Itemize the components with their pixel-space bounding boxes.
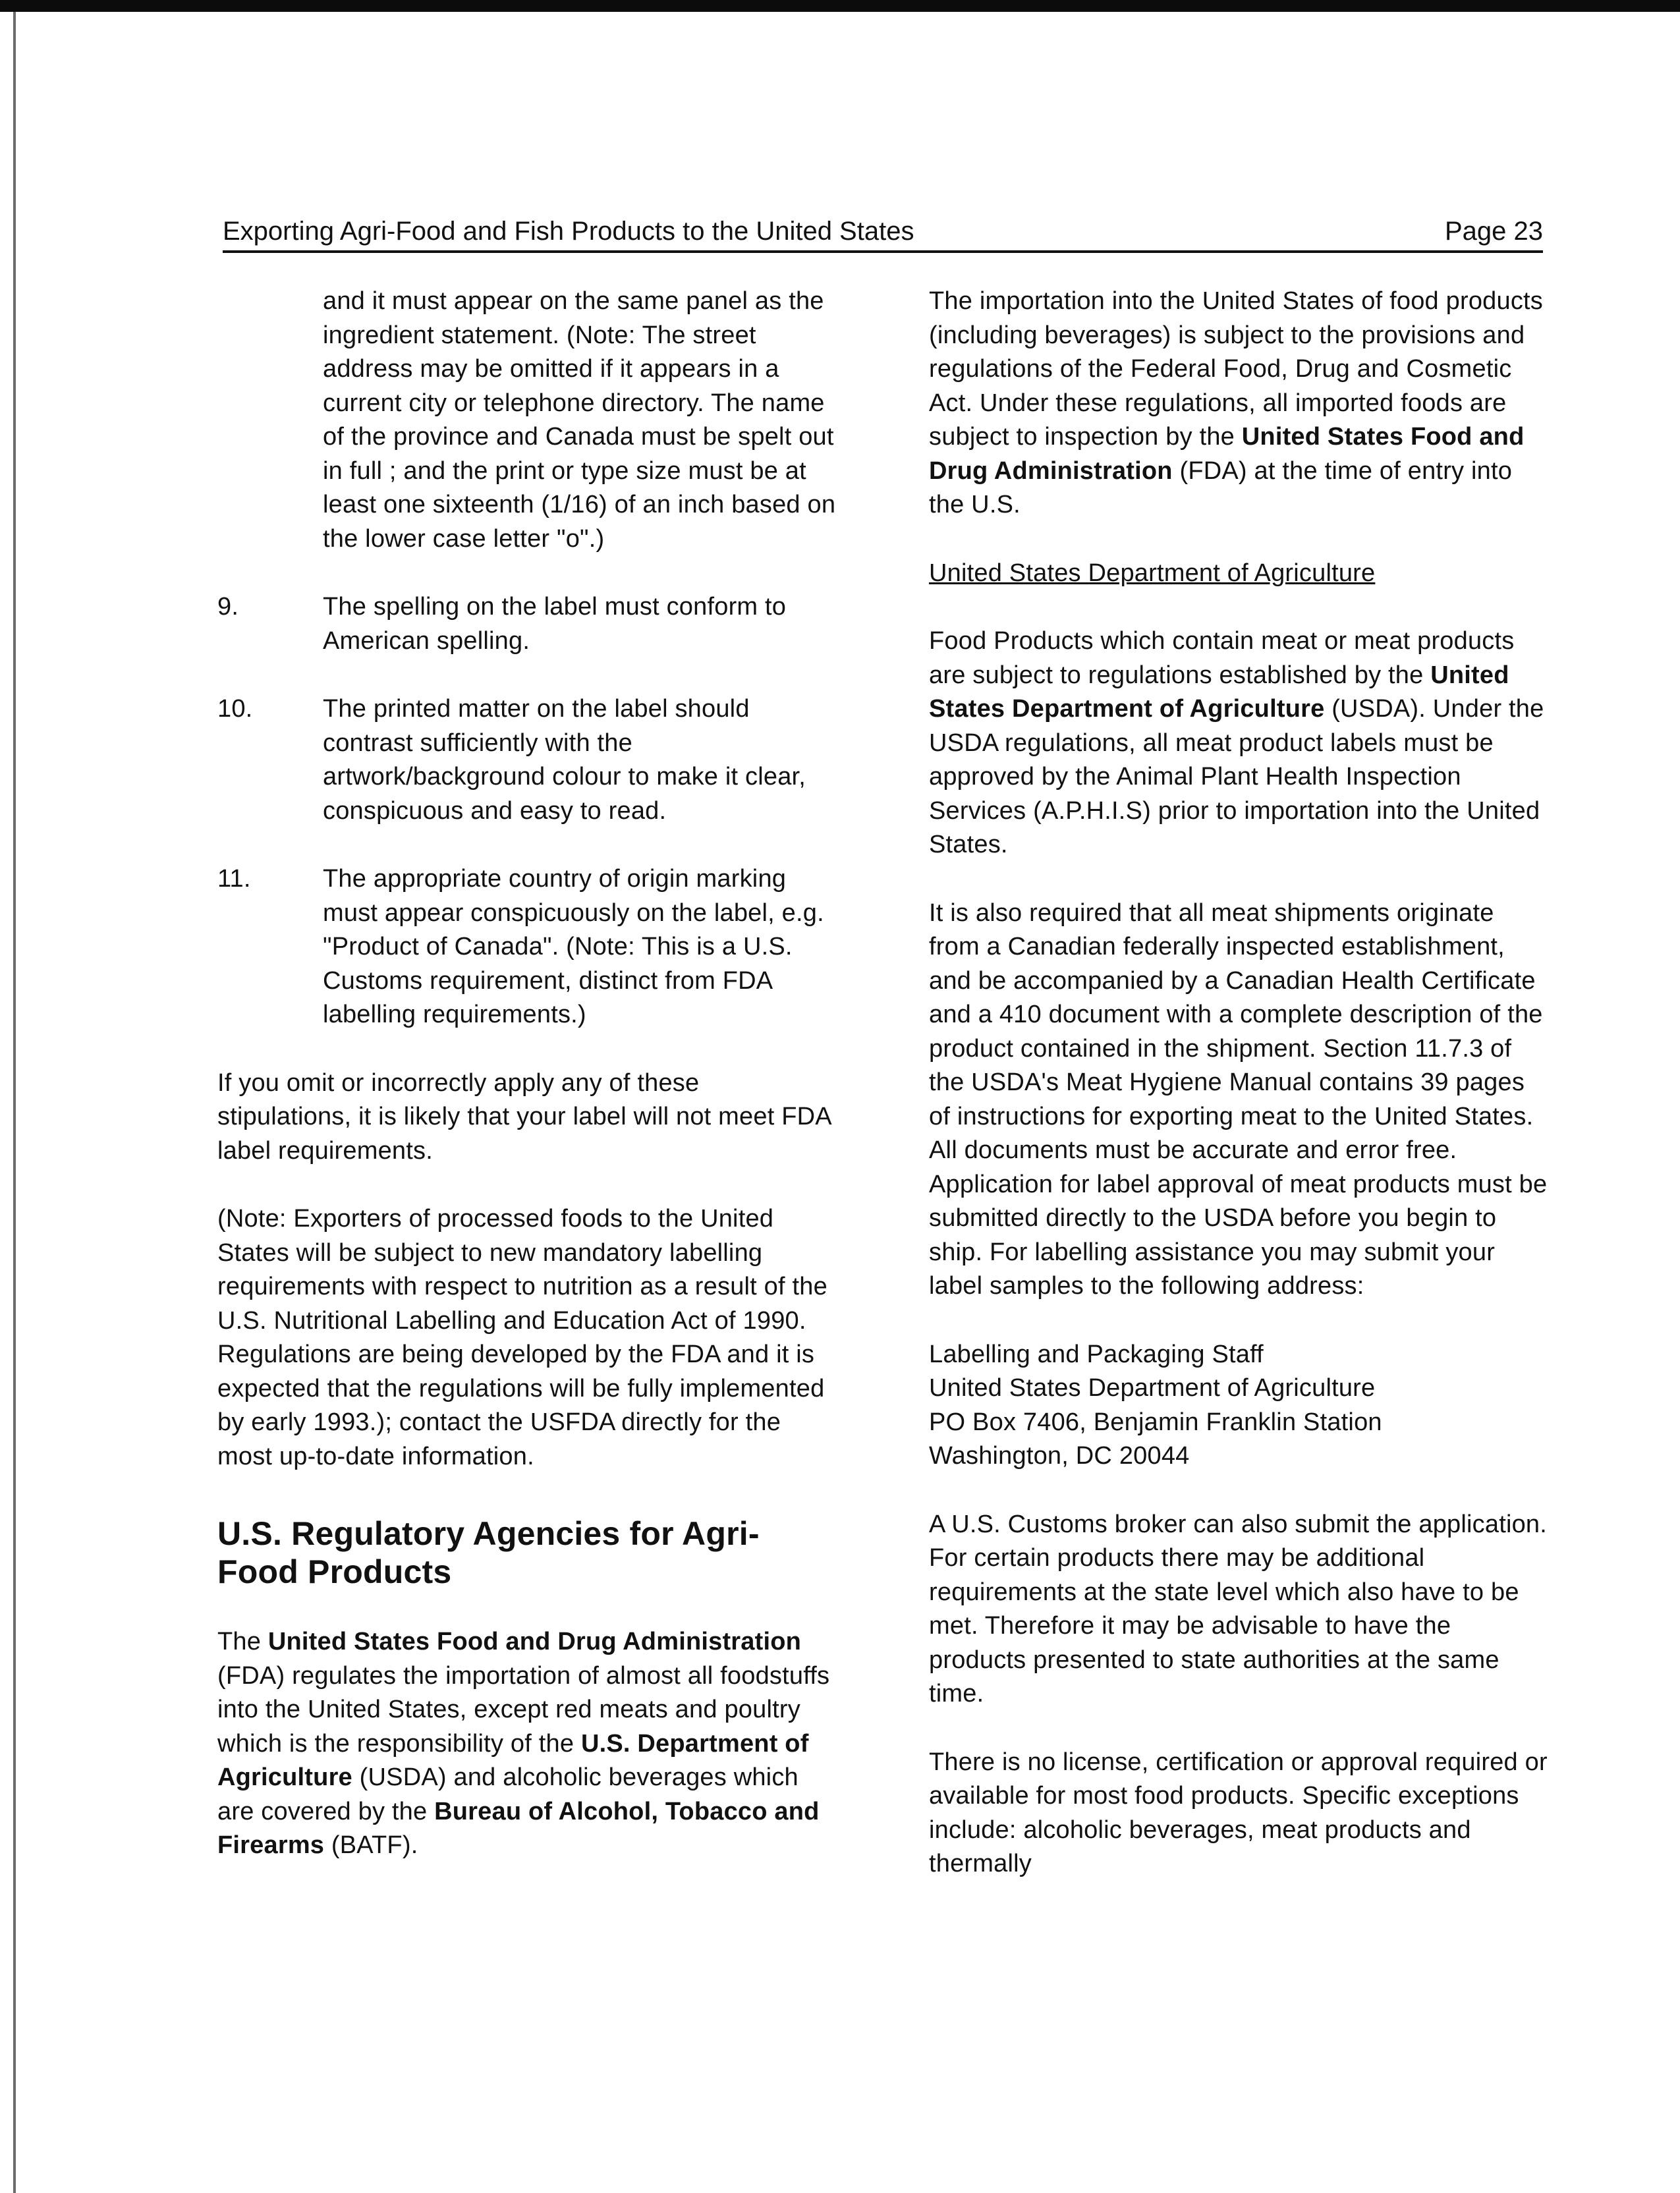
left-column (217, 285, 837, 1897)
agency-name-batf: Bureau of Alcohol, Tobacco and Firearms (217, 1797, 820, 1859)
text-run: (USDA) and alcoholic beverages which are covered by the (217, 1763, 798, 1825)
scan-border-left (13, 12, 16, 2193)
text-run: (FDA) regulates the importation of almost all foodstuffs into the United States, except red meats and poultry which is the responsibility of the (217, 1661, 830, 1758)
address-line: United States Department of Agriculture (929, 1374, 1376, 1402)
mailing-address (929, 1338, 1548, 1474)
meat-shipments-paragraph: It is also required that all meat shipments originate from a Canadian federally inspected establishment, and be accompanied by a Canadian Health Certificate and a 410 document with a complete description of the product contained in the shipment. Section 11.7.3 of the USDA's Meat Hygiene Manual contains 39 pages of instructions for exporting meat to the United States. All documents must be accurate and error free. Application for label approval of meat products must be submitted directly to the USDA before you begin to ship. For labelling assistance you may submit your label samples to the following address: (929, 899, 1548, 1300)
scan-border-top (0, 0, 1680, 12)
text-run: (FDA) at the time of entry into the U.S. (929, 457, 1513, 518)
list-item-number: 11. (217, 865, 251, 893)
list-item-number: 10. (217, 695, 253, 723)
running-header (223, 212, 1543, 253)
section-heading: U.S. Regulatory Agencies for Agri-Food Products (217, 1515, 760, 1590)
address-line: Washington, DC 20044 (929, 1442, 1190, 1470)
address-line: PO Box 7406, Benjamin Franklin Station (929, 1408, 1382, 1436)
list-item (217, 590, 837, 658)
text-run: The (217, 1628, 268, 1655)
agency-name-fda: United States Food and Drug Administration (929, 423, 1525, 485)
license-paragraph: There is no license, certification or approval required or available for most food products. Specific exceptions include: alcoholic beverages, meat products and thermally (929, 1748, 1548, 1877)
list-item-number: 9. (217, 593, 239, 621)
usda-paragraph (929, 625, 1548, 862)
agency-name-usda: United States Department of Agriculture (929, 661, 1509, 723)
address-line: Labelling and Packaging Staff (929, 1340, 1264, 1368)
nutrition-note-paragraph: (Note: Exporters of processed foods to the United States will be subject to new mandatory labelling requirements with respect to nutrition as a result of the U.S. Nutritional Labelling and Education Act of 1990. Regulations are being developed by the FDA and it is expected that the regulations will be fully implemented by early 1993.); contact the USFDA directly for the most up-to-date information. (217, 1205, 827, 1470)
list-item (217, 862, 837, 1032)
list-item-text: The printed matter on the label should contrast sufficiently with the artwork/background colour to make it clear, conspicuous and easy to read. (323, 695, 806, 825)
importation-paragraph (929, 285, 1548, 522)
agencies-paragraph (217, 1625, 837, 1863)
list-item (217, 692, 837, 828)
right-column (929, 285, 1548, 1916)
list-item-text: The spelling on the label must conform to American spelling. (323, 593, 787, 655)
text-run: (USDA). Under the USDA regulations, all meat product labels must be approved by the Animal Plant Health Inspection Services (A.P.H.I.S) prior to importation into the United States. (929, 695, 1544, 858)
continued-list-text: and it must appear on the same panel as the ingredient statement. (Note: The street address may be omitted if it appears in a current city or telephone directory. The name of the province and Canada must be spelt out in full ; and the print or type size must be at least one sixteenth (1/16) of an inch based on the lower case letter "o".) (323, 287, 836, 553)
page-number: Page 23 (1444, 217, 1543, 246)
text-run: The importation into the United States of food products (including beverages) is subject to the provisions and regulations of the Federal Food, Drug and Cosmetic Act. Under these regulations, all imported foods are subject to inspection by the (929, 287, 1543, 451)
text-run: (BATF). (324, 1831, 418, 1859)
list-item-text: The appropriate country of origin marking must appear conspicuously on the label, e.g. "Product of Canada". (Note: This is a U.S. Customs requirement, distinct from FDA labelling requirements.) (323, 865, 824, 1028)
omit-warning-paragraph: If you omit or incorrectly apply any of these stipulations, it is likely that your label will not meet FDA label requirements. (217, 1069, 831, 1165)
agency-name-fda: United States Food and Drug Administration (267, 1628, 802, 1655)
agency-name-usda: U.S. Department of Agriculture (217, 1729, 809, 1791)
document-title: Exporting Agri-Food and Fish Products to the United States (223, 217, 914, 246)
usda-subheading: United States Department of Agriculture (929, 559, 1376, 587)
customs-broker-paragraph: A U.S. Customs broker can also submit the application. For certain products there may be additional requirements at the state level which also have to be met. Therefore it may be advisable to have the products presented to state authorities at the same time. (929, 1510, 1548, 1707)
text-run: Food Products which contain meat or meat products are subject to regulations established by the (929, 627, 1515, 689)
